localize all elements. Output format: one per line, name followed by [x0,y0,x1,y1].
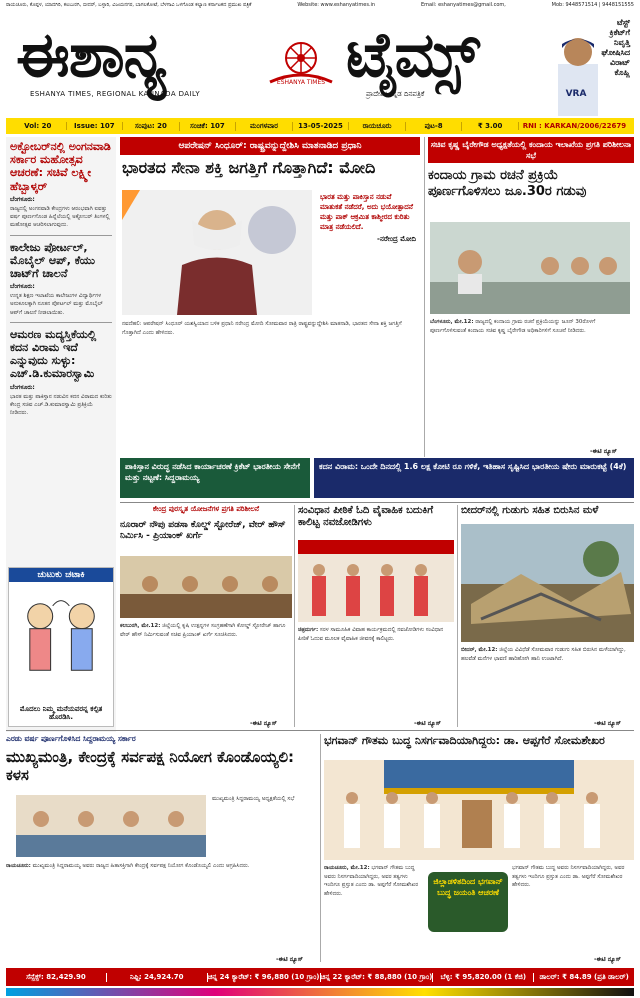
inset-box: ಜಿಲ್ಲಾಡಳಿತದಿಂದ ಭಗವಾನ್ ಬುದ್ಧ ಜಯಂತಿ ಆಚರಣೆ [428,872,508,932]
issue-kn: ಸಂಚಿಕೆ: 107 [180,122,237,131]
issue: Issue: 107 [67,122,124,130]
storm-damage-image [461,524,634,642]
meeting-photo-2-image [120,556,292,618]
row3-headline-1[interactable]: ಮುಖ್ಯಮಂತ್ರಿ, ಕೇಂದ್ರಕ್ಕೆ ಸರ್ವಪಕ್ಷ ನಿಯೋಗ ಕೊಂಡೊಯ್ಯಲಿ: ಕಳಸ [6,748,295,784]
title-right: ಟೈಮ್ಸ್ [346,18,479,91]
pages: ಪುಟ-8 [406,122,463,131]
divider [457,505,458,727]
volume-kn: ಸಂಪುಟ: 20 [123,122,180,131]
lead-kicker: ಆಪರೇಷನ್ ಸಿಂಧೂರ್: ರಾಷ್ಟ್ರವನ್ನುದ್ದೇಶಿಸಿ ಮಾತನಾಡಿದ ಪ್ರಧಾನಿ [120,137,420,155]
quote-box [316,190,420,312]
market-ticker [6,968,634,986]
divider [6,730,634,731]
story-headline: ಆಮರಣ ಮದ್ಯಸ್ತಿಕೆಯಲ್ಲಿ ಕದನ ವಿರಾಮ ಇದೆ ಎನ್ನುವುದು ಸುಳ್ಳು: ಎಚ್.ಡಿ.ಕುಮಾರಸ್ವಾಮಿ [10,327,97,381]
gold-22k: ಚಿನ್ನ 22 ಕ್ಯಾರೆಟ್: ₹ 88,880 (10 ಗ್ರಾಂ) [320,972,433,981]
revenue-meeting-photo [430,222,630,314]
cartoon-illustration-icon [9,582,113,692]
row2-kicker: ಕೇಂದ್ರ ಪುರಸ್ಕೃತ ಯೋಜನೆಗಳ ಪ್ರಗತಿ ಪರಿಶೀಲನೆ [152,505,260,513]
row3-body-1: ರಾಯಚೂರು: ಮುಖ್ಯಮಂತ್ರಿ ಸಿದ್ದರಾಮಯ್ಯ ಅವರು ರಾಜ್ಯದ ಹಿತಾಸಕ್ತಿಗಾಗಿ ಕೇಂದ್ರಕ್ಕೆ ಸರ್ವಪಕ್ಷ ನಿಯೋಗ ಕೊಂಡೊಯ್ಯಲಿ ಎಂದು ಆಗ್ರಹಿಸಿದರು. [6,863,250,869]
sensex: ಸೆನ್ಸೆಕ್ಸ್: 82,429.90 [6,973,107,982]
story-body: ಭಾರತ ಮತ್ತು ಪಾಕಿಸ್ತಾನ ನಡುವಿನ ಕದನ ವಿರಾಮದ ಕುರಿತು ಕೇಂದ್ರ ಸಚಿವ ಎಚ್.ಡಿ.ಕುಮಾರಸ್ವಾಮಿ ಪ್ರತಿಕ್ರಿಯೆ ನೀಡಿದರು. [10,393,112,417]
date: 13-05-2025 [293,122,350,130]
nifty: ನಿಫ್ಟಿ: 24,924.70 [107,973,208,982]
credit: -ಈಟಿ ನ್ಯೂಸ್ [594,720,621,727]
dollar: ಡಾಲರ್: ₹ 84.89 (ಪ್ರತಿ ಡಾಲರ್) [539,972,629,981]
gold-24k: ಚಿನ್ನ 24 ಕ್ಯಾರೆಟ್: ₹ 96,880 (10 ಗ್ರಾಂ) [207,972,320,981]
wedding-photo-image [298,540,454,622]
lead-body: ನವದೆಹಲಿ: ಆಪರೇಷನ್ ಸಿಂಧೂರ್ ಯಶಸ್ವಿಯಾದ ಬಳಿಕ ಪ್ರಧಾನಿ ನರೇಂದ್ರ ಮೋದಿ ಸೋಮವಾರ ರಾತ್ರಿ ರಾಷ್ಟ್ರವನ್ನುದ್ದೇಶಿಸಿ ಮಾತನಾಡಿ, ಭಾರತದ ಸೇನಾ ಶಕ್ತಿ ಜಗತ್ತಿಗೆ ಗೊತ್ತಾಗಿದೆ ಎಂದು ಹೇಳಿದರು. [122,321,402,336]
story-place: ಬೆಂಗಳೂರು, ಮೇ.12: [430,319,474,325]
website-text[interactable]: Website: www.eshanyatimes.in [297,2,376,8]
color-registration-strip [6,988,634,996]
left-story[interactable] [6,325,116,421]
row2-headline-1[interactable]: ನೂರಾರ್ ನೌಪು ಪಡಸಾ ಕೊಲ್ಡ್ ಸ್ಟೋರೆಜ್, ವೇರ್ ಹೌಸ್ ನಿರ್ಮಿಸಿ - ಪ್ರಿಯಾಂಕ್ ಖರ್ಗೆ [120,520,286,541]
meeting-photo-2 [120,556,292,618]
left-story[interactable] [6,137,116,233]
credit: -ಈಟಿ ನ್ಯೂಸ್ [414,720,441,727]
coverage-text: ರಾಯಚೂರು, ಕೊಪ್ಪಳ, ಯಾದಗಿರಿ, ಕಲಬುರಗಿ, ಬೀದರ್, ಬಳ್ಳಾರಿ, ವಿಜಯನಗರ, ಬಾಗಲಕೋಟೆ, ಬೆಳಗಾವಿ ಒಳಗೊಂಡ ಕಲ್ಯಾಣ ಕರ್ನಾಟಕದ ಪ್ರಮುಖ ಪತ್ರಿಕೆ [6,2,252,8]
story-body: ರಾಜ್ಯದಲ್ಲಿ ಕಂದಾಯ ಗ್ರಾಮ ರಚನೆ ಪ್ರಕ್ರಿಯೆಯನ್ನು ಜೂನ್ 30ರೊಳಗೆ ಪೂರ್ಣಗೊಳಿಸುವಂತೆ ಕಂದಾಯ ಸಚಿವ ಕೃಷ್ಣ ಬೈರೇಗೌಡ ಅಧಿಕಾರಿಗಳಿಗೆ ಸೂಚನೆ ನೀಡಿದರು. [430,319,596,334]
story-headline: ಕಾಲೇಜು ಪೋರ್ಟಲ್, ಮೊಬೈಲ್ ಆಪ್, ಕೆಯು ಚಾಟ್‌ಗೆ ಚಾಲನೆ [10,240,96,280]
dharma-wheel-emblem-icon [266,38,336,94]
promo-box [524,16,632,116]
credit: -ಈಟಿ ನ್ಯೂಸ್ [594,956,621,963]
mobile-text: Mob: 9448571514 | 9448151555 [551,2,634,8]
buddha-event-image [324,760,634,860]
modi-photo [122,190,312,315]
story-headline: ಅಕ್ಟೋಬರ್‌ನಲ್ಲಿ ಅಂಗನವಾಡಿ ಸರ್ಕಾರ ಮಹೋತ್ಸವ ಆಚರಣೆ: ಸಚಿವೆ ಲಕ್ಷ್ಮೀ ಹೆಬ್ಬಾಳ್ಕರ್ [10,140,111,193]
row2-body-1: ಕಲಬುರಗಿ, ಮೇ.12: ಜಿಲ್ಲೆಯಲ್ಲಿ ಕೃಷಿ ಉತ್ಪನ್ನಗಳ ಸಂಗ್ರಹಣೆಗಾಗಿ ಕೋಲ್ಡ್ ಸ್ಟೋರೇಜ್ ಹಾಗೂ ವೇರ್ ಹೌಸ್ ನಿರ್ಮಿಸುವಂತೆ ಸಚಿವ ಪ್ರಿಯಾಂಕ್ ಖರ್ಗೆ ಸೂಚಿಸಿದರು. [120,623,286,638]
press-meet-photo [16,795,206,857]
row2-body-2: ಚಿತ್ರದುರ್ಗ: ಸರಳ ಸಾಮೂಹಿಕ ವಿವಾಹ ಕಾರ್ಯಕ್ರಮದಲ್ಲಿ ನವಜೋಡಿಗಳು ಸಂವಿಧಾನ ಪೀಠಿಕೆ ಓದುವ ಮೂಲಕ ವೈವಾಹಿಕ ಜೀವನಕ್ಕೆ ಕಾಲಿಟ್ಟರು. [298,627,444,642]
meeting-photo-image [430,222,630,314]
divider [424,137,425,457]
promo-text: ಟೆಸ್ಟ್ ಕ್ರಿಕೆಟ್‌ಗೆ ನಿವೃತ್ತಿ ಘೋಷಿಸಿದ ವಿರಾಟ್ ಕೊಹ್ಲಿ [601,18,630,77]
svg-text:VRA: VRA [565,89,587,99]
lead-headline[interactable]: ಭಾರತದ ಸೇನಾ ಶಕ್ತಿ ಜಗತ್ತಿಗೆ ಗೊತ್ತಾಗಿದೆ: ಮೋದಿ [122,158,376,177]
city: ರಾಯಚೂರು [349,122,406,131]
masthead [6,16,634,116]
row3-body-2b: ಭಗವಾನ್ ಗೌತಮ ಬುದ್ಧ ಅವರು ನಿಸರ್ಗವಾದಿಯಾಗಿದ್ದರು, ಅವರ ತತ್ವಗಳು ಇಂದಿಗೂ ಪ್ರಸ್ತುತ ಎಂದು ಡಾ. ಅಪ್ಪಗೆರೆ ಸೋಮಶೇಖರ ಹೇಳಿದರು. [512,865,625,889]
emblem-label: ESHANYA TIMES [276,79,326,86]
mid-box-text: ಕದನ ವಿರಾಮ: ಒಂದೇ ದಿನದಲ್ಲಿ 1.6 ಲಕ್ಷ ಕೋಟಿ ರೂ ಗಳಿಕೆ, ಇತಿಹಾಸ ಸೃಷ್ಟಿಸಿದ ಭಾರತೀಯ ಷೇರು ಮಾರುಕಟ್ಟೆ [319,462,607,471]
divider [320,734,321,962]
right-kicker: ಸಚಿವ ಕೃಷ್ಣ ಬೈರೇಗೌಡ ಅಧ್ಯಕ್ಷತೆಯಲ್ಲಿ ಕಂದಾಯ ಇಲಾಖೆಯ ಪ್ರಗತಿ ಪರಿಶೀಲನಾ ಸಭೆ [428,137,634,163]
right-headline[interactable]: ಕಂದಾಯ ಗ್ರಾಮ ರಚನೆ ಪ್ರಕ್ರಿಯೆ ಪೂರ್ಣಗೊಳಿಸಲು ಜೂ.30ರ ಗಡುವು [428,168,587,199]
right-body [430,318,630,448]
cartoon-title: ಚುಟುಕು ಚಟಾಕಿ [9,568,113,582]
buddha-event-photo [324,760,634,860]
press-meet-image [16,795,206,857]
divider [10,235,112,236]
row2-body-3: ಬೀದರ್, ಮೇ.12: ಜಿಲ್ಲೆಯ ವಿವಿಧೆಡೆ ಸೋಮವಾರ ಗುಡುಗು ಸಹಿತ ಬಿರುಸಿನ ಮಳೆಯಾಗಿದ್ದು, ಹಲವೆಡೆ ಮನೆಗಳ ಛಾವಣಿ ಹಾರಿಹೋಗಿ ಹಾನಿ ಉಂಟಾಗಿದೆ. [461,647,626,662]
cartoon-box [8,567,114,727]
masthead-subtitle-kannada: ಪ್ರಾದೇಶಿಕ ಕನ್ನಡ ದಿನಪತ್ರಿಕೆ [366,90,425,98]
credit: -ಈಟಿ ನ್ಯೂಸ್ [250,720,277,727]
mid-box-page: (4ಕೆ) [609,462,627,471]
story-body: ರಾಜ್ಯದಲ್ಲಿ ಅಂಗನವಾಡಿ ಕೇಂದ್ರಗಳು ಆರಂಭವಾಗಿ ಐವತ್ತು ವರ್ಷ ಪೂರ್ಣಗೊಂಡ ಹಿನ್ನೆಲೆಯಲ್ಲಿ ಅಕ್ಟೋಬರ್ ತಿಂಗಳಲ್ಲಿ ಮಹೋತ್ಸವ ಆಚರಿಸಲಾಗುವುದು. [10,205,110,229]
story-place: ಬೆಂಗಳೂರು: [10,195,35,203]
modi-quote: ಭಾರತ ಮತ್ತು ಪಾಕಿಸ್ತಾನ ನಡುವೆ ಮಾತುಕತೆ ನಡೆದರೆ, ಅದು ಭಯೋತ್ಪಾದನೆ ಮತ್ತು ಪಾಕ್ ಆಕ್ರಮಿತ ಕಾಶ್ಮೀರದ ಕುರಿತು ಮಾತ್ರ ನಡೆಯಲಿದೆ. [320,193,413,232]
silver: ಬೆಳ್ಳಿ: ₹ 95,820.00 (1 ಕೆಜಿ) [433,973,534,982]
top-info-line [6,2,634,16]
row3-kicker2: ಎರಡು ವರ್ಷ ಪೂರ್ಣಗೊಳಿಸಿದ ಸಿದ್ದರಾಮಯ್ಯ ಸರ್ಕಾರ [6,734,136,743]
story-body: ಉನ್ನತ ಶಿಕ್ಷಣ ಇಲಾಖೆಯ ಕಾಲೇಜುಗಳ ವಿದ್ಯಾರ್ಥಿಗಳ ಅನುಕೂಲಕ್ಕಾಗಿ ನೂತನ ಪೋರ್ಟಲ್ ಮತ್ತು ಮೊಬೈಲ್ ಆಪ್‌ಗೆ ಚಾಲನೆ ನೀಡಲಾಯಿತು. [10,293,103,316]
title-left: ಈಶಾನ್ಯ [16,18,166,91]
rni-number: RNI : KARKAN/2006/22679 [522,122,627,130]
row3-kicker-text: ಮುಖ್ಯಮಂತ್ರಿ ಸಿದ್ದರಾಮಯ್ಯ ಅಧ್ಯಕ್ಷತೆಯಲ್ಲಿ ಸಭೆ [212,796,295,802]
dateline-bar [6,118,634,134]
email-text[interactable]: Email: eshanyatimes@gmail.com, [420,2,506,8]
volume: Vol: 20 [10,122,67,130]
divider [120,502,634,503]
row3-headline-2[interactable]: ಭಗವಾನ್ ಗೌತಮ ಬುದ್ಧ ನಿಸರ್ಗವಾದಿಯಾಗಿದ್ದರು: ಡಾ. ಆಪ್ಪಗೆರೆ ಸೋಮಶೇಖರ [324,734,605,747]
quote-author: -ನರೇಂದ್ರ ಮೋದಿ [377,234,416,243]
credit: -ಈಟಿ ನ್ಯೂಸ್ [590,448,617,455]
weekday: ಮಂಗಳವಾರ [236,122,293,131]
divider [294,505,295,727]
divider [10,322,112,323]
mid-box-1[interactable]: ಪಾಕಿಸ್ತಾನ ವಿರುದ್ಧ ನಡೆಸಿದ ಕಾರ್ಯಾಚರಣೆ ಕ್ರಿಕೆಟ್ ಭಾರತೀಯ ಸೇನೆಗೆ ಮತ್ತು ನಟ್ಟಣೆ: ಸಿದ್ದರಾಮಯ್ಯ [120,458,310,498]
row3-body-2: ರಾಯಚೂರು, ಮೇ.12: ಭಗವಾನ್ ಗೌತಮ ಬುದ್ಧ ಅವರು ನಿಸರ್ಗವಾದಿಯಾಗಿದ್ದರು, ಅವರ ತತ್ವಗಳು ಇಂದಿಗೂ ಪ್ರಸ್ತುತ ಎಂದು ಡಾ. ಅಪ್ಪಗೆರೆ ಸೋಮಶೇಖರ ಹೇಳಿದರು. [324,865,419,897]
row2-headline-2[interactable]: ಸಂವಿಧಾನ ಪೀಠಿಕೆ ಓದಿ ವೈವಾಹಿಕ ಬದುಕಿಗೆ ಕಾಲಿಟ್ಟ ನವಜೋಡಿಗಳು [298,505,434,528]
price: ₹ 3.00 [462,122,519,130]
masthead-subtitle: ESHANYA TIMES, REGIONAL KANNADA DAILY [30,90,200,98]
left-column [6,137,116,732]
cartoon-caption: ಮೊದಲು ನಿಮ್ಮ ಮನೆಯವರನ್ನ ಕಲ್ಪಿತ ಹೊರಡಿಸಿ. [19,704,103,722]
credit: -ಈಟಿ ನ್ಯೂಸ್ [276,956,303,963]
wedding-photo [298,540,454,622]
mid-box-2[interactable] [314,458,634,498]
modi-photo-image [122,190,312,315]
storm-damage-photo [461,524,634,642]
left-story[interactable] [6,238,116,320]
row2-headline-3[interactable]: ಬೀದರ್‌ನಲ್ಲಿ ಗುಡುಗು ಸಹಿತ ಬಿರುಸಿನ ಮಳೆ [461,505,599,516]
story-place: ಬೆಂಗಳೂರು: [10,383,35,391]
story-place: ಬೆಂಗಳೂರು: [10,283,35,291]
